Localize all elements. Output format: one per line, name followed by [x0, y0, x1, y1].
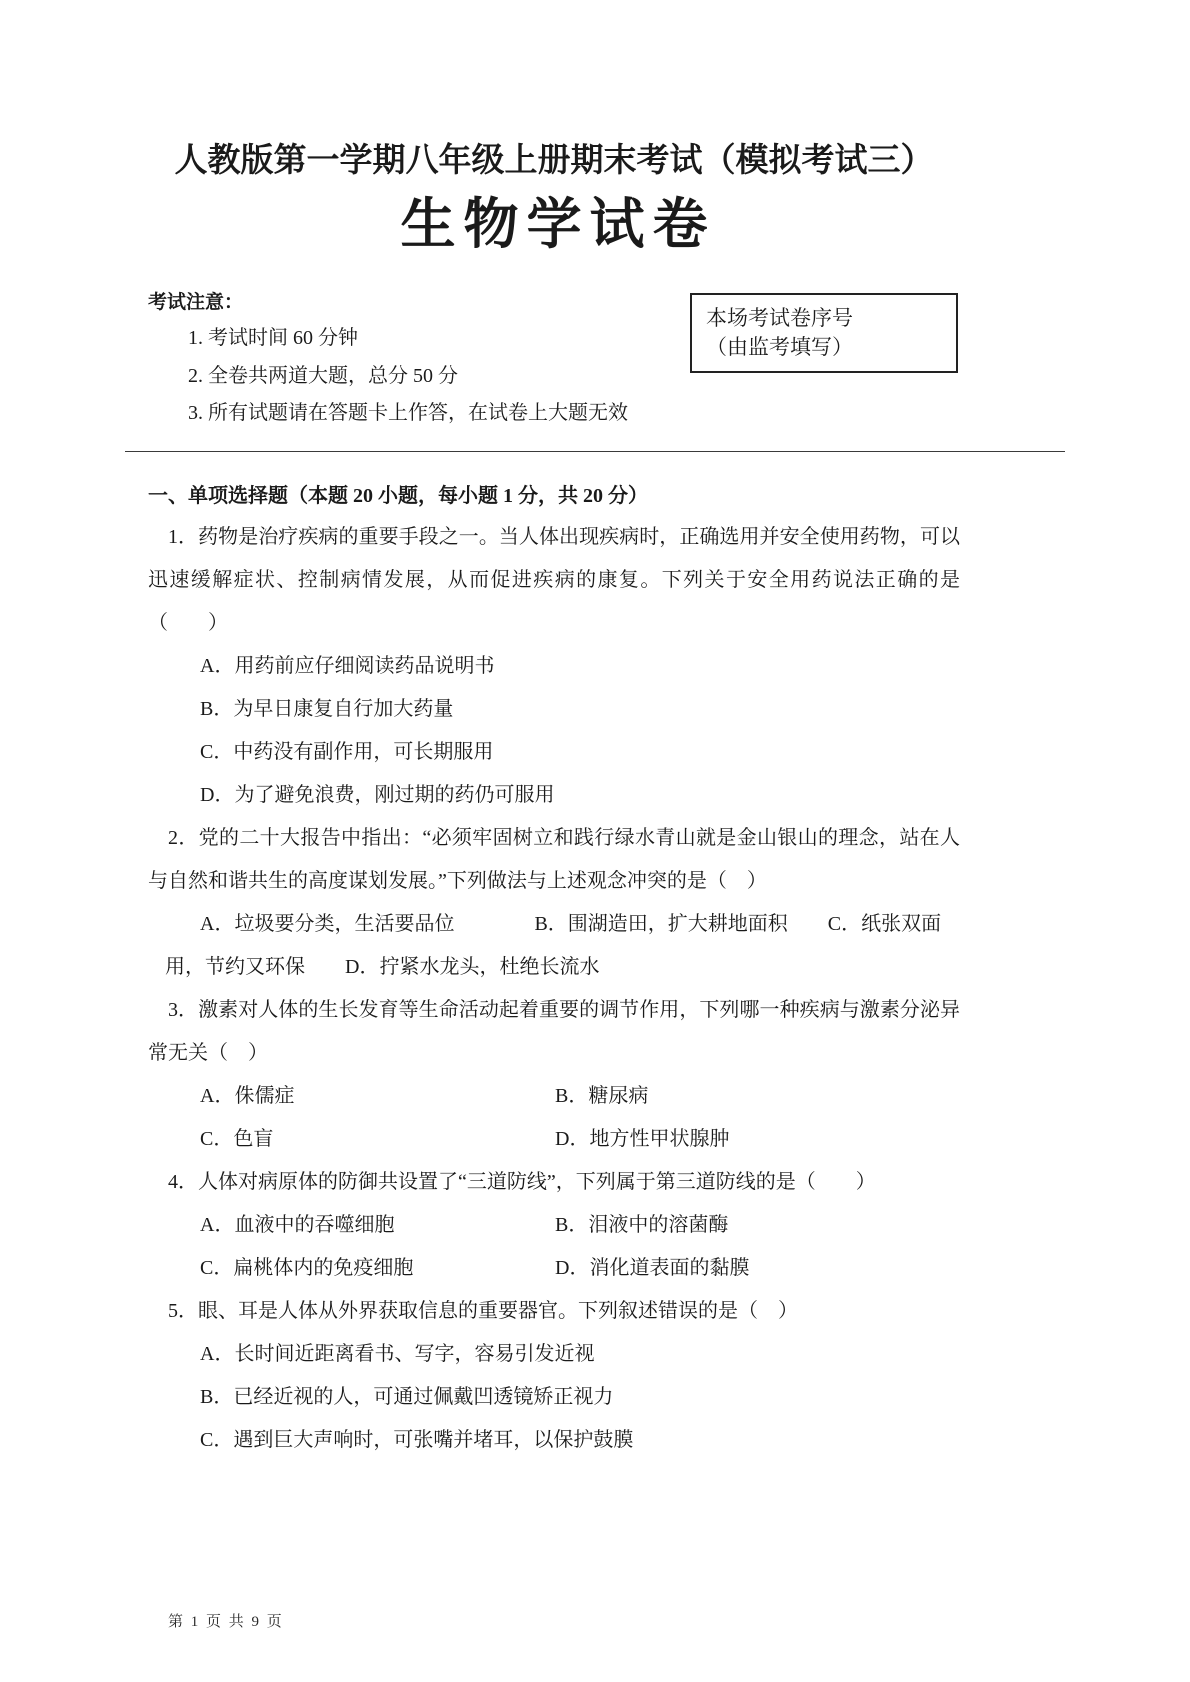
- option-c: C．遇到巨大声响时，可张嘴并堵耳，以保护鼓膜: [200, 1428, 634, 1451]
- notice-item: 2. 全卷共两道大题，总分 50 分: [188, 364, 458, 387]
- question-stem: 5．眼、耳是人体从外界获取信息的重要器官。下列叙述错误的是（ ）: [168, 1299, 798, 1322]
- question-options: [148, 1204, 960, 1290]
- option-c: C．中药没有副作用，可长期服用: [200, 740, 494, 763]
- question-options: [148, 645, 960, 817]
- question-options: [148, 1075, 960, 1161]
- header-divider: [125, 451, 1065, 452]
- option-a: A．侏儒症: [200, 1084, 295, 1107]
- serial-number-box: [690, 293, 958, 373]
- question-options: [148, 1333, 960, 1462]
- option-a: A．用药前应仔细阅读药品说明书: [200, 654, 495, 677]
- option-a: A．长时间近距离看书、写字，容易引发近视: [200, 1342, 595, 1365]
- exam-title: 人教版第一学期八年级上册期末考试（模拟考试三）: [174, 143, 934, 179]
- option-b: B．为早日康复自行加大药量: [200, 697, 454, 720]
- option-d: D．拧紧水龙头，杜绝长流水: [345, 955, 600, 978]
- option-c: C．色盲: [200, 1127, 274, 1150]
- option-b: B．围湖造田，扩大耕地面积: [534, 912, 788, 935]
- question-stem: 2．党的二十大报告中指出：“必须牢固树立和践行绿水青山就是金山银山的理念，站在人与自然和谐共生的高度谋划发展。”下列做法与上述观念冲突的是（ ）: [148, 826, 960, 892]
- serial-box-line: 本场考试卷序号: [706, 306, 853, 330]
- option-b: B．已经近视的人，可通过佩戴凹透镜矫正视力: [200, 1385, 614, 1408]
- section-heading: 一、单项选择题（本题 20 小题，每小题 1 分，共 20 分）: [148, 484, 648, 507]
- notice-item: 3. 所有试题请在答题卡上作答，在试卷上大题无效: [188, 402, 628, 424]
- option-b: B．糖尿病: [555, 1084, 649, 1107]
- exam-subtitle: 生物学试卷: [400, 194, 716, 255]
- option-a: A．垃圾要分类，生活要品位: [200, 912, 455, 935]
- option-d: D．地方性甲状腺肿: [555, 1127, 730, 1150]
- notice-heading: 考试注意：: [148, 292, 244, 313]
- question-5: [148, 1290, 960, 1462]
- option-c: C．纸张双面用，节约又环保: [165, 912, 942, 978]
- question-stem: 1．药物是治疗疾病的重要手段之一。当人体出现疾病时，正确选用并安全使用药物，可以迅速缓解症状、控制病情发展，从而促进疾病的康复。下列关于安全用药说法正确的是（ ）: [148, 525, 960, 634]
- question-4: [148, 1161, 960, 1290]
- question-3: [148, 989, 960, 1161]
- serial-box-line: （由监考填写）: [706, 335, 853, 359]
- notice-item: 1. 考试时间 60 分钟: [188, 327, 358, 349]
- question-1: [148, 516, 960, 817]
- question-options: [148, 903, 960, 989]
- question-stem: 4．人体对病原体的防御共设置了“三道防线”，下列属于第三道防线的是（ ）: [168, 1170, 876, 1193]
- question-stem: 3．激素对人体的生长发育等生命活动起着重要的调节作用，下列哪一种疾病与激素分泌异常无关（ ）: [148, 998, 960, 1064]
- option-d: D．消化道表面的黏膜: [555, 1256, 750, 1279]
- option-c: C．扁桃体内的免疫细胞: [200, 1256, 414, 1279]
- option-a: A．血液中的吞噬细胞: [200, 1213, 395, 1236]
- option-d: D．为了避免浪费，刚过期的药仍可服用: [200, 783, 555, 806]
- question-list: [148, 516, 960, 1462]
- page-number: 第 1 页 共 9 页: [168, 1614, 284, 1630]
- option-b: B．泪液中的溶菌酶: [555, 1213, 729, 1236]
- question-2: [148, 817, 960, 989]
